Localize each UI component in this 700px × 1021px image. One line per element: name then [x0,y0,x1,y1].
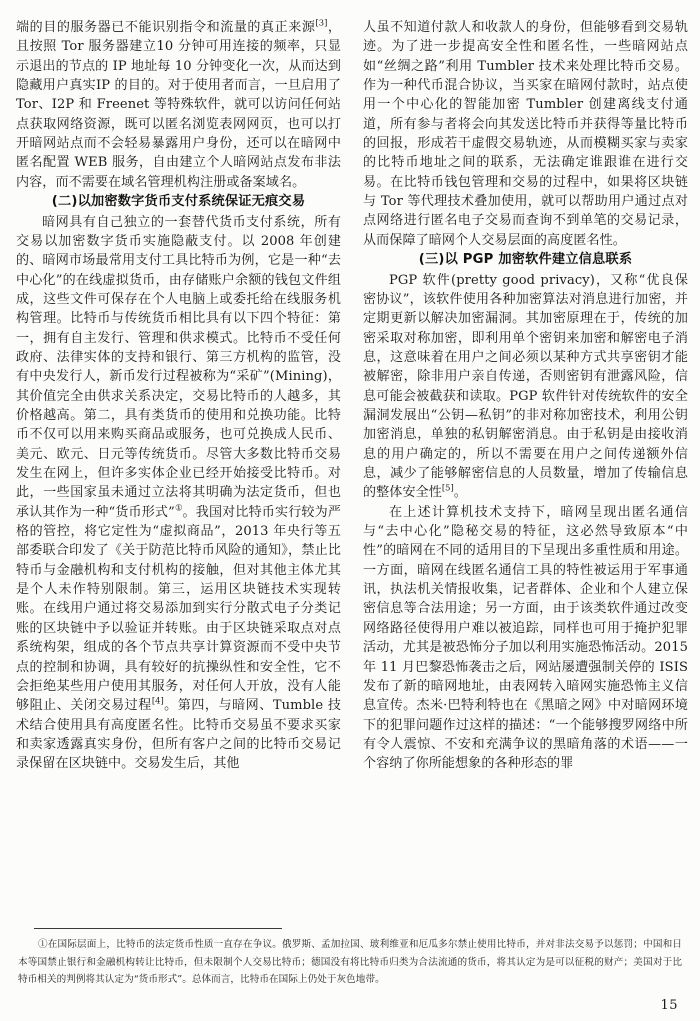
paragraph-tumbler: 人虽不知道付款人和收款人的身份，但能够看到交易轨迹。为了进一步提高安全性和匿名性，一些暗网站点如“丝绸之路”利用 Tumbler 技术来处理比特币交易。作为一种代币混合协议，当买家在暗网付款时，站点使用一个中心化的智能加密 Tumbler 创建离线支付通道，所有参与者将会向其发送比特币并获得等量比特币的回报，形成若干虚假交易轨迹，从而模糊买家与卖家的比特币地址之间的联系，无法确定谁跟谁在进行交易。在比特币钱包管理和交易的过程中，如果将区块链与 Tor 等代理技术叠加使用，就可以帮助用户通过点对点网络进行匿名电子交易而查询不到单笔的交易记录，从而保障了暗网个人交易层面的高度匿名性。 [363,20,688,248]
page-number: 15 [660,998,678,1013]
footnote-text: ①在国际层面上，比特币的法定货币性质一直存在争议。俄罗斯、孟加拉国、玻利维亚和厄瓜多尔禁止使用比特币，并对非法交易予以惩罚；中国和日本等国禁止银行和金融机构转让比特币，但未限制个人交易比特币；德国没有将比特币归类为合法流通的货币，将其认定为是可以征税的财产；美国对于比特币相关的判例将其认定为“货币形式”。总体而言，比特币在国际上仍处于灰色地带。 [18,939,682,986]
paragraph-dual-nature: 在上述计算机技术支持下，暗网呈现出匿名通信与“去中心化”隐秘交易的特征，这必然导致原本“中性”的暗网在不同的适用目的下呈现出多重性质和用途。一方面，暗网在线匿名通信工具的特性被运用于军事通讯，执法机关情报收集，记者群体、企业和个人建立保密信息等合法用途；另一方面，由于该类软件通过改变网络路径使得用户难以被追踪，同样也可用于掩护犯罪活动，尤其是被恐怖分子加以利用实施恐怖活动。2015 年 11 月巴黎恐怖袭击之后，网站屡遭强制关停的 ISIS 发布了新的暗网地址，由表网转入暗网实施恐怖主义信息宣传。杰米·巴特利特也在《黑暗之网》中对暗网环境下的犯罪问题作过这样的描述：“一个能够搜罗网络中所有令人震惊、不安和充满争议的黑暗角落的术语——一个容纳了你所能想象的各种形态的罪 [363,504,688,772]
two-column-body [16,17,688,924]
footnote-reference-marker: ① [174,502,183,513]
footnote-reference-marker: [3] [315,17,328,28]
footnote-reference-marker: [4] [151,695,164,706]
paragraph-pgp: PGP 软件(pretty good privacy)，又称“优良保密协议”，该软件使用各种加密算法对消息进行加密，并定期更新以解决加密漏洞。其加密原理在于，传统的加密采取对称加密，即利用单个密钥来加密和解密电子消息，这意味着在用户之间必须以某种方式共享密钥才能被解密，除非用户亲自传递，否则密钥有泄露风险，信息可能会被截获和读取。PGP 软件针对传统软件的安全漏洞发展出“公钥—私钥”的非对称加密技术，利用公钥加密消息，单独的私钥解密消息。由于私钥是由接收消息的用户确定的，所以不需要在用户之间传递额外信息，减少了能够解密信息的人员数量，增加了传输信息的整体安全性[5]。 [363,272,688,501]
left-column [16,18,341,924]
paragraph-crypto-payment: 暗网具有自己独立的一套替代货币支付系统，所有交易以加密数字货币实施隐蔽支付。以 2008 年创建的、暗网市场最常用支付工具比特币为例，它是一种“去中心化”的在线虚拟货币，由存储账户余额的钱包文件组成，这些文件可保存在个人电脑上或委托给在线服务机构管理。比特币与传统货币相比具有以下四个特征：第一，拥有自主发行、管理和供求模式。比特币不受任何政府、法律实体的支持和银行、第三方机构的监管，没有中央发行人，新币发行过程被称为“采矿”(Mining)，其价值完全由供求关系决定，交易比特币的人越多，其价格越高。第二，具有类货币的使用和兑换功能。比特币不仅可以用来购买商品或服务，也可兑换成人民币、美元、欧元、日元等传统货币。尽管大多数比特币交易发生在网上，但许多实体企业已经开始接受比特币。对此，一些国家虽未通过立法将其明确为法定货币，但也承认其作为一种“货币形式”①。我国对比特币实行较为严格的管控，将它定性为“虚拟商品”，2013 年央行等五部委联合印发了《关于防范比特币风险的通知》，禁止比特币与金融机构和支付机构的接触，但对其他主体尤其是个人未作特别限制。第三，运用区块链技术实现转账。在线用户通过将交易添加到实行分散式电子分类记账的区块链中予以验证并转账。由于区块链采取点对点系统构架，组成的各个节点共享计算资源而不受中央节点的控制和协调，具有较好的抗操纵性和安全性，它不会拒绝某些用户使用其服务，对任何人开放，没有人能够阻止、关闭交易过程[4]。第四，与暗网、Tumble 技术结合使用具有高度匿名性。比特币交易虽不要求买家和卖家透露真实身份，但所有客户之间的比特币交易记录保留在区块链中。交易发生后，其他 [16,214,341,772]
footnote-zone [16,924,684,989]
right-column [363,18,688,924]
footnote-separator-rule [34,928,282,929]
footnote-reference-marker: [5] [441,483,454,494]
section-heading-two: (二)以加密数字货币支付系统保证无痕交易 [51,194,306,210]
section-heading-three: (三)以 PGP 加密软件建立信息联系 [418,252,633,268]
paragraph-tor-continued: 端的目的服务器已不能识别指令和流量的真正来源[3]，且按照 Tor 服务器建立10 分钟可用连接的频率，只显示退出的节点的 IP 地址每 10 分钟变化一次，从而达到隐藏用户真实IP 的目的。对于使用者而言，一旦启用了 Tor、I2P 和 Freenet 等特殊软件，就可以访问任何站点获取网络资源，既可以匿名浏览表网网页，也可以打开暗网站点而不会轻易暴露用户身份，还可以在暗网中匿名配置 WEB 服务，自由建立个人暗网站点发布非法内容，而不需要在域名管理机构注册或备案域名。 [16,17,342,190]
